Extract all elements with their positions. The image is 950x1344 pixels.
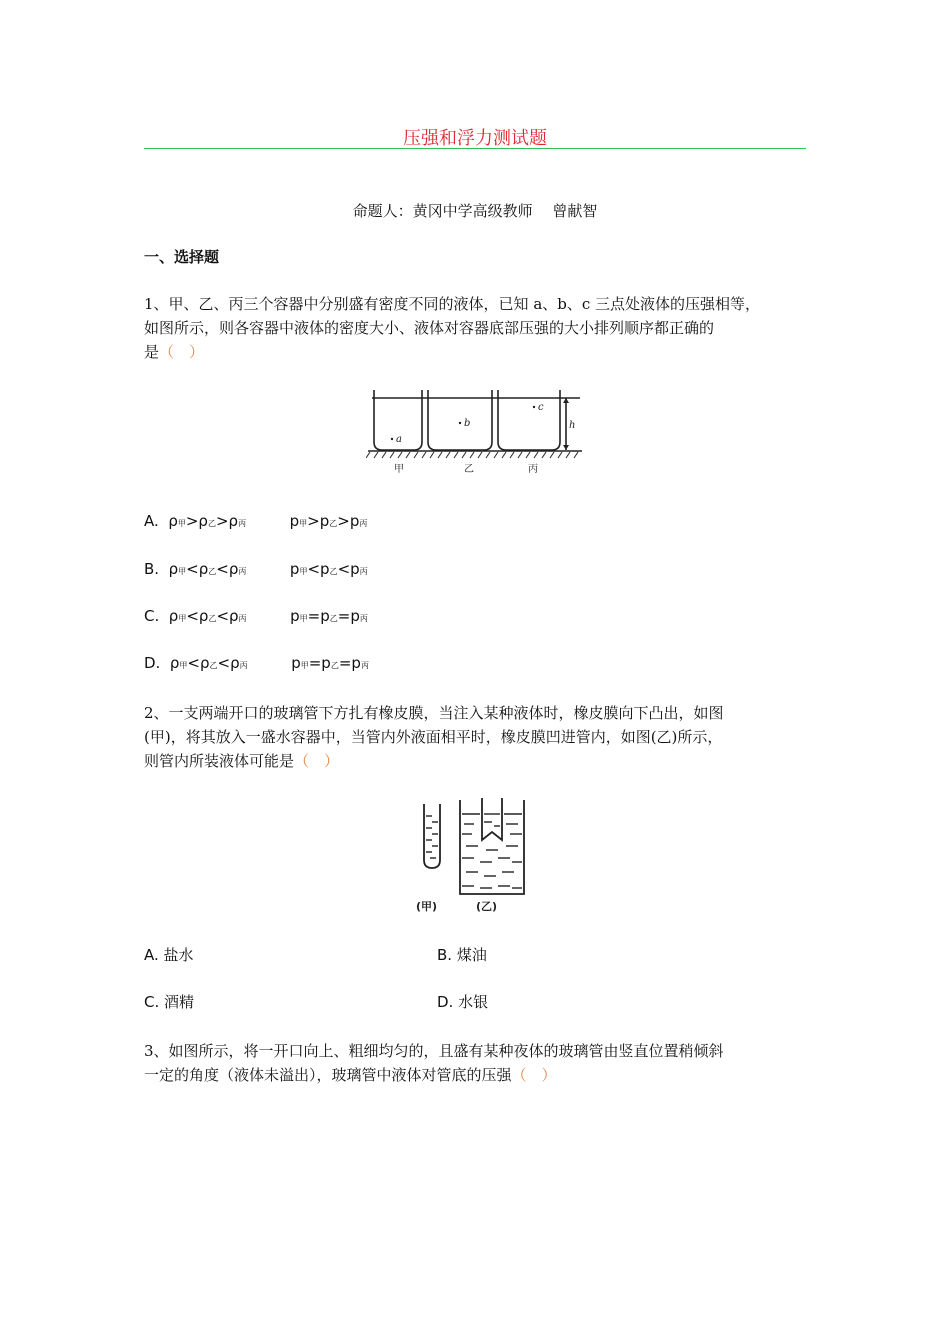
height-label: h — [569, 420, 576, 431]
subscript: 甲 — [178, 567, 187, 576]
tube-label-jia: (甲) — [416, 900, 438, 913]
rho-symbol: ρ — [168, 607, 179, 625]
subscript: 丙 — [239, 661, 248, 670]
page-title: 压强和浮力测试题 — [403, 128, 547, 149]
subscript: 甲 — [300, 661, 309, 670]
operator: > — [337, 512, 350, 530]
subscript: 乙 — [208, 614, 217, 623]
p-symbol: p — [291, 654, 301, 672]
subscript: 乙 — [208, 567, 217, 576]
p-symbol: p — [289, 512, 300, 530]
point-a-label: a — [396, 434, 402, 445]
p-symbol: p — [289, 560, 300, 578]
operator: > — [185, 512, 199, 530]
option-letter: D. — [144, 654, 161, 672]
subscript: 甲 — [299, 614, 308, 623]
subscript: 丙 — [359, 567, 368, 576]
title-divider — [144, 148, 806, 149]
rho-symbol: ρ — [168, 512, 178, 530]
container-label-bing: 丙 — [528, 464, 538, 475]
operator: < — [217, 654, 231, 672]
operator: < — [216, 607, 230, 625]
operator: = — [337, 607, 351, 625]
operator: < — [186, 607, 199, 625]
subscript: 乙 — [329, 614, 338, 623]
option-2a[interactable]: A. 盐水 — [144, 946, 194, 964]
subscript: 乙 — [329, 519, 338, 528]
subscript: 丙 — [238, 519, 247, 528]
operator: = — [307, 607, 321, 625]
option-1c[interactable] — [144, 607, 368, 625]
rho-symbol: ρ — [198, 512, 208, 530]
option-1b[interactable] — [144, 560, 368, 578]
rho-symbol: ρ — [198, 560, 209, 578]
point-b-label: b — [464, 418, 471, 429]
p-symbol: p — [350, 607, 360, 625]
rho-symbol: ρ — [228, 560, 239, 578]
question-1-line-3: 是 — [144, 343, 160, 361]
rho-symbol: ρ — [198, 607, 209, 625]
subscript: 甲 — [299, 567, 308, 576]
option-letter: C. — [144, 607, 160, 625]
operator: = — [338, 654, 352, 672]
subscript: 甲 — [179, 661, 188, 670]
question-1 — [144, 292, 814, 364]
question-1-line-2: 如图所示，则各容器中液体的密度大小、液体对容器底部压强的大小排列顺序都正确的 — [144, 319, 715, 337]
rho-symbol: ρ — [228, 512, 239, 530]
p-symbol: p — [321, 654, 331, 672]
rho-symbol: ρ — [229, 607, 239, 625]
p-symbol: p — [319, 512, 330, 530]
option-letter: A. — [144, 512, 159, 530]
option-letter: B. — [144, 560, 160, 578]
option-1a[interactable] — [144, 512, 367, 530]
question-2 — [144, 701, 814, 773]
p-symbol: p — [320, 560, 330, 578]
answer-blank: （ ） — [294, 752, 340, 770]
question-2-line-1: 2、一支两端开口的玻璃管下方扎有橡皮膜，当注入某种液体时，橡皮膜向下凸出，如图 — [144, 704, 724, 722]
subscript: 甲 — [177, 519, 186, 528]
subscript: 丙 — [238, 614, 247, 623]
operator: > — [307, 512, 320, 530]
subscript: 乙 — [329, 567, 338, 576]
p-symbol: p — [351, 654, 361, 672]
subscript: 丙 — [360, 661, 369, 670]
figure-glass-tube — [412, 794, 532, 914]
subscript: 丙 — [238, 567, 247, 576]
author-line: 命题人：黄冈中学高级教师 曾献智 — [352, 202, 598, 220]
option-1d[interactable] — [144, 654, 369, 672]
p-symbol: p — [349, 512, 360, 530]
subscript: 甲 — [299, 519, 308, 528]
p-symbol: p — [350, 560, 360, 578]
operator: > — [215, 512, 229, 530]
section-heading: 一、选择题 — [144, 248, 220, 266]
rho-symbol: ρ — [168, 560, 179, 578]
question-3 — [144, 1039, 814, 1087]
subscript: 甲 — [178, 614, 187, 623]
rho-symbol: ρ — [169, 654, 180, 672]
question-1-line-1: 1、甲、乙、丙三个容器中分别盛有密度不同的液体，已知 a、b、c 三点处液体的压强相等， — [144, 295, 761, 313]
question-2-line-3: 则管内所装液体可能是 — [144, 752, 295, 770]
p-symbol: p — [290, 607, 300, 625]
point-c-label: c — [538, 402, 544, 413]
operator: < — [216, 560, 229, 578]
operator: = — [308, 654, 322, 672]
answer-blank: （ ） — [159, 343, 205, 361]
subscript: 乙 — [209, 661, 218, 670]
subscript: 乙 — [330, 661, 339, 670]
option-2d[interactable]: D. 水银 — [437, 993, 489, 1011]
option-2c[interactable]: C. 酒精 — [144, 993, 195, 1011]
rho-symbol: ρ — [199, 654, 210, 672]
tube-label-yi: (乙) — [476, 900, 498, 913]
operator: < — [337, 560, 351, 578]
option-2b[interactable]: B. 煤油 — [437, 946, 487, 964]
rho-symbol: ρ — [230, 654, 240, 672]
container-label-jia: 甲 — [394, 464, 404, 475]
operator: < — [186, 560, 199, 578]
question-3-line-2: 一定的角度（液体未溢出），玻璃管中液体对管底的压强 — [144, 1066, 512, 1084]
question-2-line-2: (甲)，将其放入一盛水容器中，当管内外液面相平时，橡皮膜凹进管内，如图(乙)所示， — [144, 728, 723, 746]
figure-three-containers — [366, 384, 584, 476]
operator: < — [307, 560, 321, 578]
p-symbol: p — [320, 607, 330, 625]
subscript: 乙 — [207, 519, 216, 528]
question-3-line-1: 3、如图所示，将一开口向上、粗细均匀的，且盛有某种夜体的玻璃管由竖直位置稍倾斜 — [144, 1042, 724, 1060]
subscript: 丙 — [359, 614, 368, 623]
operator: < — [187, 654, 200, 672]
answer-blank: （ ） — [511, 1066, 557, 1084]
subscript: 丙 — [359, 519, 368, 528]
container-label-yi: 乙 — [464, 464, 474, 475]
